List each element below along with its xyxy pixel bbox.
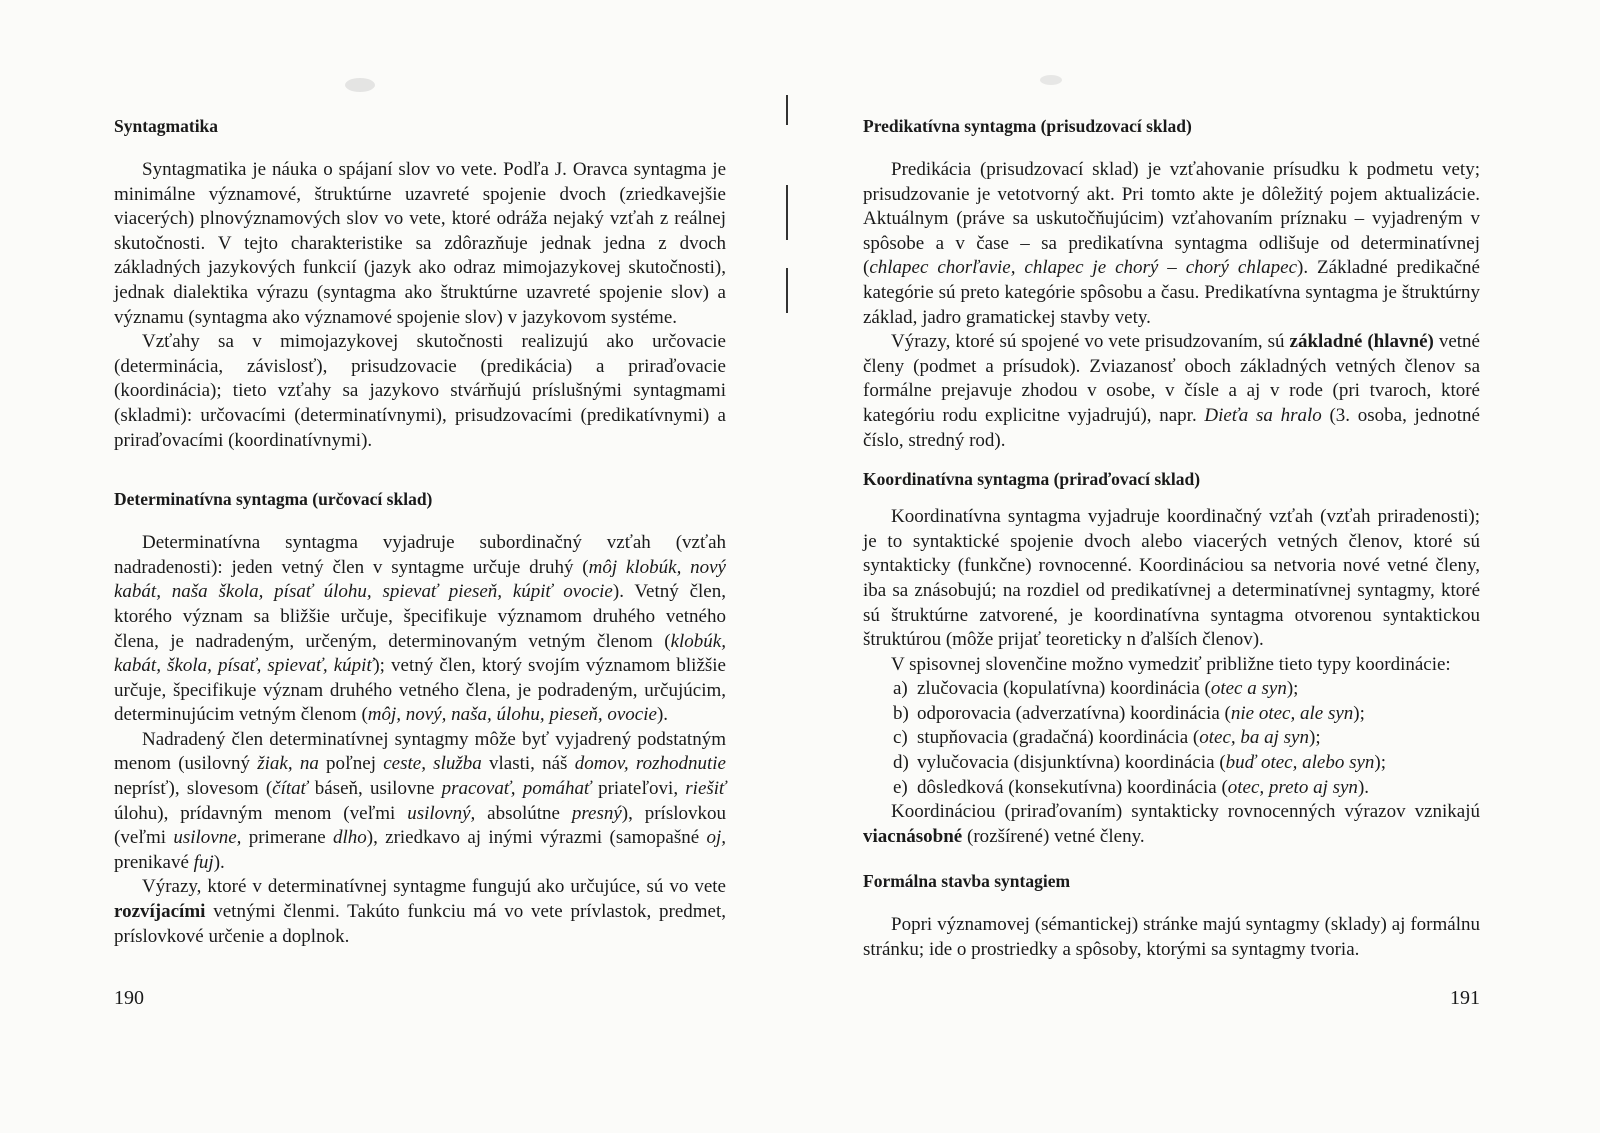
list-item [863,726,1480,751]
gutter-shadow [786,95,788,125]
list-text: dôsledková (konsekutívna) koordinácia ( [917,776,1228,798]
paragraph: Vzťahy sa v mimojazykovej skutočnosti realizujú ako určovacie (determinácia, závislosť), prisudzovacie (predikácia) a priraďovacie (koordinácia); tieto vzťahy sa jazykovo stvárňujú príslušnými syntagmami (skladmi): určovacími (determinatívnymi), prisudzovacími (predikatívnymi) a priraďovacími (koordinatívnymi). [114,331,726,451]
list-text: odporovacia (adverzatívna) koordinácia ( [917,702,1231,724]
paragraph: V spisovnej slovenčine možno vymedziť približne tieto typy koordinácie: [891,653,1451,675]
page-number-right: 191 [1450,987,1480,1009]
list-marker: a) [893,678,908,700]
list-text: zlučovacia (kopulatívna) koordinácia ( [917,678,1211,700]
right-page [800,0,1600,1133]
scan-speck [345,78,375,92]
heading-syntagmatika: Syntagmatika [114,116,219,136]
list-marker: e) [893,776,908,798]
list-item [863,702,1480,727]
list-example: buď otec, alebo syn [1225,752,1375,774]
list-item [863,751,1480,776]
coordination-types-list [863,677,1480,800]
heading-koordinativna: Koordinatívna syntagma (priraďovací sklad) [863,469,1201,490]
heading-formalna: Formálna stavba syntagiem [863,871,1071,892]
paragraph: Nadradený člen determinatívnej syntagmy môže byť vyjadrený podstatným menom (usilovný žiak, na poľnej ceste, služba vlasti, náš domov, rozhodnutie neprísť), slovesom (čítať báseň, usilovne pracovať, pomáhať priateľovi, riešiť úlohu), prídavným menom (veľmi usilovný, absolútne presný), príslovkou (veľmi usilovne, primerane dlho), zriedkavo aj inými výrazmi (samopašné oj, prenikavé fuj). [114,728,727,873]
right-column [863,114,1480,963]
heading-predikativna: Predikatívna syntagma (prisudzovací sklad) [863,116,1192,136]
list-item [863,776,1480,801]
list-text: stupňovacia (gradačná) koordinácia ( [917,727,1200,749]
paragraph: Syntagmatika je náuka o spájaní slov vo vete. Podľa J. Oravca syntagma je minimálne významové, štruktúrne uzavreté spojenie dvoch (zriedkavejšie viacerých) plnovýznamových slov vo vete, ktoré odráža nejaký vzťah z reálnej skutočnosti. V tejto charakteristike sa zdôrazňuje jednak jedna z dvoch základných jazykových funkcií (jazyk ako odraz mimojazykovej skutočnosti), jednak dialektika výrazu (syntagma ako štruktúrne uzavreté spojenie slov) a významu (syntagma ako významové spojenie slov) v jazykovom systéme. [114,159,726,328]
paragraph: Koordináciou (priraďovaním) syntakticky rovnocenných výrazov vznikajú viacnásobné (rozšírené) vetné členy. [863,801,1480,847]
list-example: otec, preto aj syn [1227,776,1358,798]
heading-determinativna: Determinatívna syntagma (určovací sklad) [114,489,433,510]
paragraph: Výrazy, ktoré sú spojené vo vete prisudzovaním, sú základné (hlavné) vetné členy (podmet a prísudok). Zviazanosť oboch základných vetných členov sa formálne prejavuje zhodou v osobe, v čísle a aj v rode (pri tvaroch, ktoré kategóriu rodu explicitne vyjadrujú), napr. Dieťa sa hralo (3. osoba, jednotné číslo, stredný rod). [863,331,1480,451]
list-end: ); [1286,678,1299,700]
list-example: otec a syn [1210,678,1287,700]
paragraph: Výrazy, ktoré v determinatívnej syntagme fungujú ako určujúce, sú vo vete rozvíjacími vetnými členmi. Takúto funkciu má vo vete prívlastok, predmet, príslovkové určenie a doplnok. [114,876,726,947]
list-example: nie otec, ale syn [1230,702,1354,724]
page-number-left: 190 [114,987,144,1009]
gutter-shadow [786,185,788,240]
list-end: ); [1309,727,1321,749]
list-end: ). [1357,776,1370,798]
paragraph: Determinatívna syntagma vyjadruje subordinačný vzťah (vzťah nadradenosti): jeden vetný člen v syntagme určuje druhý (môj klobúk, nový kabát, naša škola, písať úlohu, spievať pieseň, kúpiť ovocie). Vetný člen, ktorého význam sa bližšie určuje, špecifikuje významom druhého vetného člena, je nadradeným, určeným, determinovaným vetným členom (klobúk, kabát, škola, písať, spievať, kúpiť); vetný člen, ktorý svojím významom bližšie určuje, špecifikuje význam druhého vetného člena, je podradeným, určujúcim, determinujúcim vetným členom (môj, nový, naša, úlohu, pieseň, ovocie). [114,532,726,726]
list-item [863,677,1480,702]
list-marker: d) [893,752,909,774]
list-marker: c) [893,727,908,749]
list-example: otec, ba aj syn [1199,727,1309,749]
list-marker: b) [893,702,909,724]
list-text: vylučovacia (disjunktívna) koordinácia ( [917,752,1226,774]
paragraph: Popri významovej (sémantickej) stránke majú syntagmy (sklady) aj formálnu stránku; ide o prostriedky a spôsoby, ktorými sa syntagmy tvoria. [863,914,1480,961]
paragraph: Predikácia (prisudzovací sklad) je vzťahovanie prísudku k podmetu vety; prisudzovanie je vetotvorný akt. Pri tomto akte je dôležitý pojem aktualizácie. Aktuálnym (práve sa uskutočňujúcim) vzťahovaním príznaku – vyjadreným v spôsobe a v čase – sa predikatívna syntagma odlišuje od determinatívnej (chlapec chorľavie, chlapec je chorý – chorý chlapec). Základné predikačné kategórie sú preto kategórie spôsobu a času. Predikatívna syntagma je štruktúrny základ, jadro gramatickej stavby vety. [863,159,1480,328]
gutter-shadow [786,268,788,313]
list-end: ); [1353,702,1365,724]
list-end: ); [1374,752,1387,774]
paragraph: Koordinatívna syntagma vyjadruje koordinačný vzťah (vzťah priradenosti); je to syntaktické spojenie dvoch alebo viacerých vetných členov, ktoré sú syntakticky (funkčne) rovnocenné. Koordináciou sa netvoria nové vetné členy, iba sa znásobujú; na rozdiel od predikatívnej a determinatívnej syntagmy, ktoré sú štruktúrne zatvorené, je koordinatívna syntagma otvorenou syntaktickou štruktúrou (môže prijať teoreticky n ďalších členov). [863,506,1480,651]
left-column [114,114,726,949]
